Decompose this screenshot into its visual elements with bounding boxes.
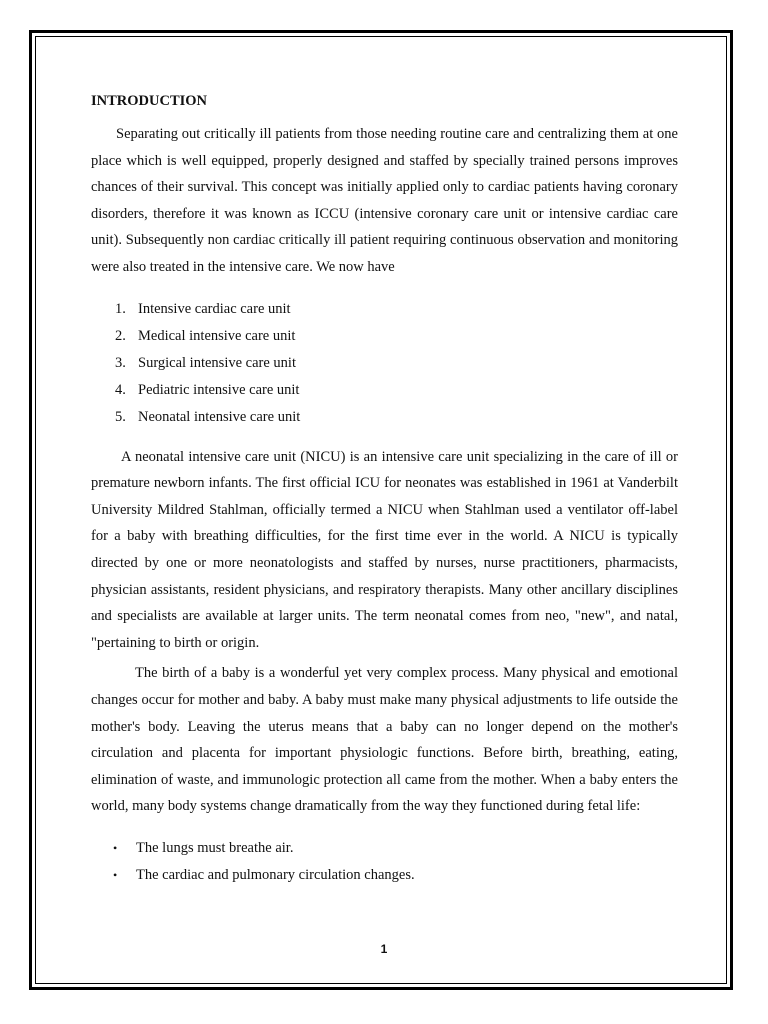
list-item-text: Medical intensive care unit	[138, 327, 296, 344]
list-number: 5.	[115, 408, 126, 425]
list-item	[91, 296, 678, 323]
list-item-text: The cardiac and pulmonary circulation changes.	[136, 866, 415, 883]
list-number: 2.	[115, 327, 126, 344]
list-item-text: The lungs must breathe air.	[136, 839, 294, 856]
bullet-icon: •	[113, 867, 118, 882]
list-number: 1.	[115, 300, 126, 317]
list-item-text: Pediatric intensive care unit	[138, 381, 300, 398]
list-item-text: Intensive cardiac care unit	[138, 300, 291, 317]
list-item	[91, 323, 678, 350]
list-number: 3.	[115, 354, 126, 371]
list-item	[91, 404, 678, 431]
list-item	[91, 862, 678, 889]
body-changes-list	[91, 835, 678, 889]
paragraph-birth: The birth of a baby is a wonderful yet very complex process. Many physical and emotional changes occur for mother and baby. A baby must make many physical adjustments to life outside the mother's body. Leaving the uterus means that a baby can no longer depend on the mother's circulation and placenta for important physiologic functions. Before birth, breathing, eating, elimination of waste, and immunologic protection all came from the mother. When a baby enters the world, many body systems change dramatically from the way they functioned during fetal life:	[91, 665, 678, 815]
list-item	[91, 835, 678, 862]
page-number: 1	[380, 942, 388, 956]
bullet-icon: •	[113, 840, 118, 855]
section-heading: INTRODUCTION	[91, 93, 208, 109]
paragraph-nicu: A neonatal intensive care unit (NICU) is an intensive care unit specializing in the care of ill or premature newborn infants. The first official ICU for neonates was established in 1961 at Vanderbilt University Mildred Stahlman, officially termed a NICU when Stahlman used a ventilator off-label for a baby with breathing difficulties, for the first time ever in the world. A NICU is typically directed by one or more neonatologists and staffed by nurses, nurse practitioners, pharmacists, physician assistants, resident physicians, and respiratory therapists. Many other ancillary disciplines and specialists are available at larger units. The term neonatal comes from neo, "new", and natal, "pertaining to birth or origin.	[91, 448, 678, 651]
paragraph-icu-concept: Separating out critically ill patients from those needing routine care and centralizing them at one place which is well equipped, properly designed and staffed by specially trained persons improves chances of their survival. This concept was initially applied only to cardiac patients having coronary disorders, therefore it was known as ICCU (intensive coronary care unit or intensive cardiac care unit). Subsequently non cardiac critically ill patient requiring continuous observation and monitoring were also treated in the intensive care. We now have	[91, 126, 678, 275]
list-item	[91, 350, 678, 377]
list-item-text: Surgical intensive care unit	[138, 354, 296, 371]
list-number: 4.	[115, 381, 126, 398]
document-body	[91, 88, 678, 889]
list-item	[91, 377, 678, 404]
list-item-text: Neonatal intensive care unit	[138, 408, 301, 425]
intensive-care-units-list	[91, 296, 678, 431]
